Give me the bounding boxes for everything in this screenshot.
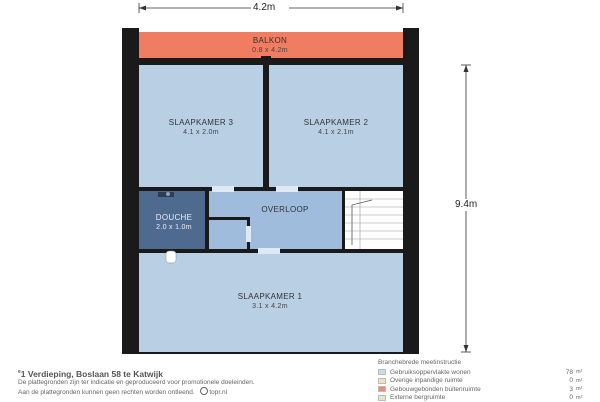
- legend: [378, 359, 588, 402]
- legend-row: [378, 377, 588, 386]
- douche-label: [141, 213, 207, 233]
- slaapkamer2-size: 4.1 x 2.1m: [271, 128, 401, 138]
- door-slaapkamer2: [276, 186, 298, 192]
- slaapkamer2-name: SLAAPKAMER 2: [304, 118, 369, 127]
- legend-unit: m²: [573, 386, 588, 392]
- legend-row: [378, 394, 588, 402]
- douche-name: DOUCHE: [156, 213, 192, 222]
- legend-label: Gebouwgebonden buitenruimte: [390, 386, 555, 393]
- slaapkamer2-label: [271, 118, 401, 138]
- width-label: 4.2m: [253, 2, 275, 13]
- wall-hall-top: [139, 187, 403, 191]
- legend-row: [378, 368, 588, 377]
- legend-unit: m²: [573, 369, 588, 375]
- disclaimer-line-2: [18, 387, 338, 397]
- slaapkamer1-label: [200, 292, 340, 312]
- overloop-name: OVERLOOP: [261, 205, 308, 214]
- legend-value: 0: [555, 377, 573, 384]
- floor-title: [18, 369, 338, 379]
- slaapkamer1-size: 3.1 x 4.2m: [200, 302, 340, 312]
- legend-value: 3: [555, 386, 573, 393]
- balkon-label: [200, 36, 340, 56]
- legend-heading: Branchebrede meetinstructie: [378, 359, 588, 366]
- slaapkamer3-label: [141, 118, 261, 138]
- legend-swatch: [378, 369, 386, 375]
- legend-unit: m²: [573, 378, 588, 384]
- legend-label: Externe bergruimte: [390, 394, 555, 401]
- douche-size: 2.0 x 1.0m: [141, 223, 207, 233]
- legend-label: Gebruiksoppervlakte wonen: [390, 369, 555, 376]
- floor-sup: e: [18, 369, 21, 375]
- balkon-size: 0.8 x 4.2m: [200, 46, 340, 56]
- legend-swatch: [378, 378, 386, 384]
- wall-between-bedrooms: [263, 65, 269, 187]
- balkon-name: BALKON: [253, 36, 287, 45]
- legend-value: 78: [555, 369, 573, 376]
- disclaimer-line-1: De plattegronden zijn ter indicatie en geproduceerd voor promotionele doeleinden.: [18, 379, 338, 387]
- legend-value: 0: [555, 394, 573, 401]
- door-slaapkamer3: [212, 186, 234, 192]
- legend-swatch: [378, 386, 386, 392]
- overloop-label: [250, 205, 320, 215]
- door-slaapkamer1: [258, 248, 280, 254]
- floor-title-text: 1 Verdieping, Boslaan 58 te Katwijk: [21, 369, 163, 379]
- brand-link[interactable]: topr.nl: [209, 389, 227, 396]
- brand-icon: [200, 387, 208, 395]
- slaapkamer3-size: 4.1 x 2.0m: [141, 128, 261, 138]
- wall-right: [403, 28, 419, 352]
- stairs: [342, 191, 403, 249]
- legend-label: Overige inpandige ruimte: [390, 377, 555, 384]
- footer-info: [18, 369, 338, 397]
- slaapkamer1-name: SLAAPKAMER 1: [238, 292, 303, 301]
- legend-row: [378, 385, 588, 394]
- slaapkamer3-name: SLAAPKAMER 3: [169, 118, 234, 127]
- height-label: 9.4m: [455, 199, 477, 210]
- disclaimer-text: Aan de plattegronden kunnen geen rechten worden ontleend.: [18, 389, 195, 396]
- door-douche: [246, 226, 251, 242]
- wall-left: [122, 28, 139, 352]
- legend-unit: m²: [573, 395, 588, 401]
